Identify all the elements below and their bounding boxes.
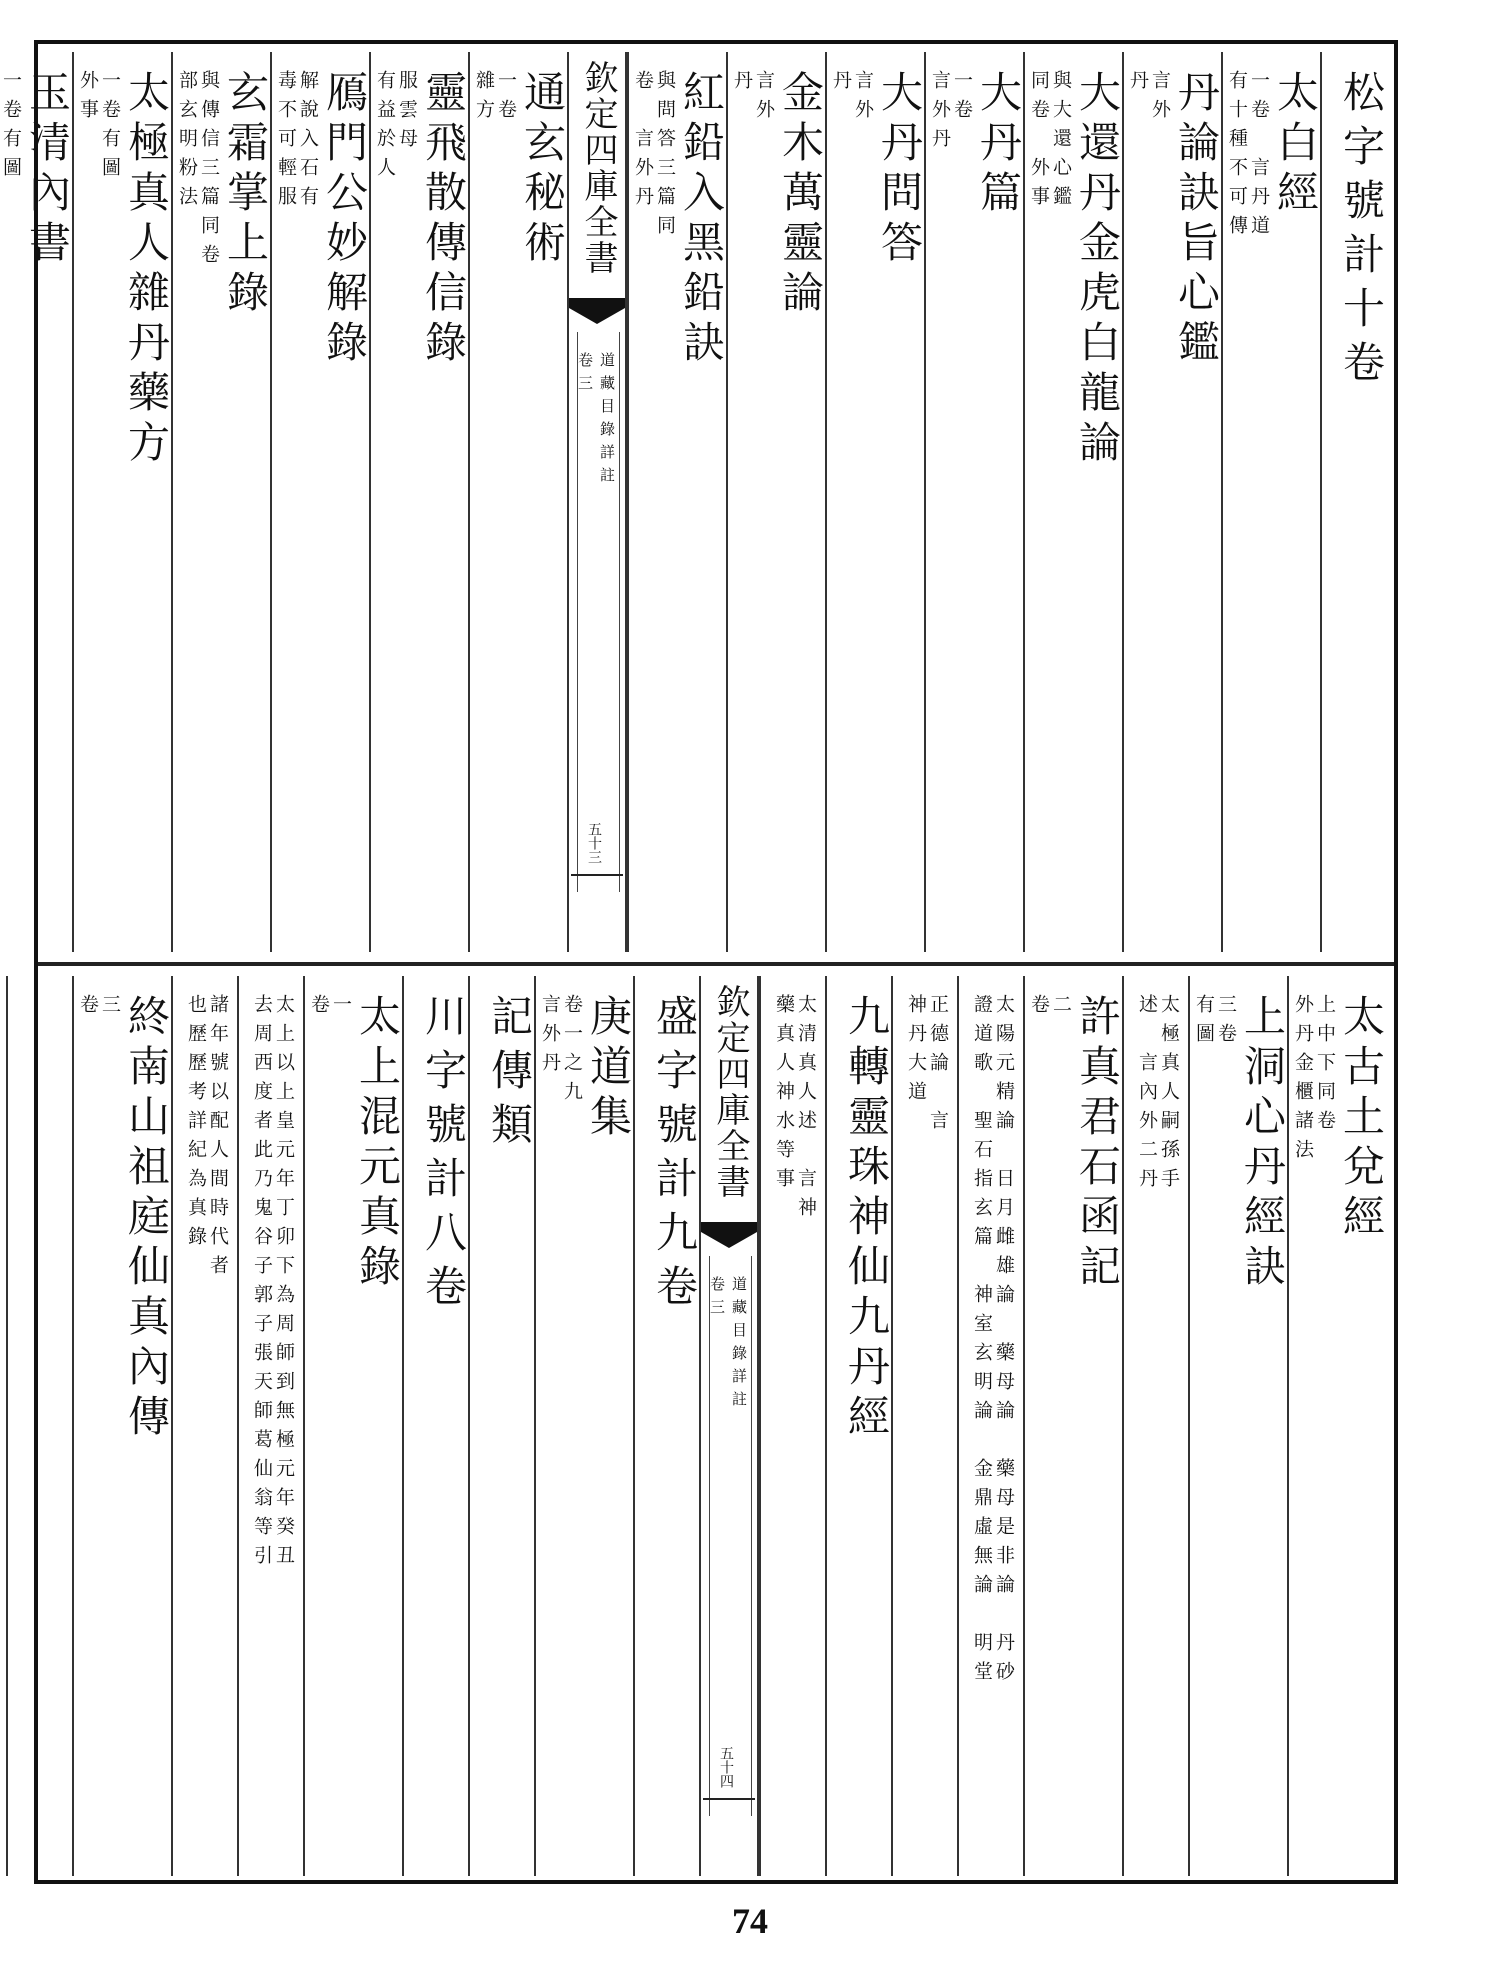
annotation-line: 一卷 bbox=[951, 70, 973, 128]
annotation-line: 證道歌 聖石指玄篇 神室玄明論 金鼎虛無論 明堂 bbox=[971, 994, 993, 1690]
annotation-line: 外丹金櫃諸法 bbox=[1292, 994, 1314, 1168]
catalog-entry-column bbox=[1122, 52, 1221, 952]
spine-column bbox=[699, 976, 759, 1876]
annotation-line: 丹 bbox=[830, 70, 852, 99]
entry-annotation bbox=[474, 70, 515, 952]
entry-annotation bbox=[186, 994, 227, 1876]
spine-volume: 卷三 bbox=[576, 352, 594, 398]
catalog-entry-column bbox=[1122, 976, 1188, 1876]
catalog-entry-column bbox=[759, 976, 825, 1876]
annotation-line: 一 bbox=[330, 994, 352, 1023]
entry-annotation bbox=[540, 994, 581, 1876]
upper-register bbox=[0, 52, 1386, 952]
annotation-line: 言外 bbox=[1149, 70, 1171, 128]
spine-guide-line bbox=[619, 332, 620, 892]
catalog-entry-column bbox=[171, 976, 237, 1876]
annotation-line: 同卷 外事 bbox=[1028, 70, 1050, 215]
entry-annotation bbox=[78, 994, 119, 1876]
entry-annotation bbox=[1029, 994, 1070, 1876]
catalog-entry-column bbox=[468, 52, 567, 952]
spine-volume: 卷三 bbox=[708, 1276, 726, 1322]
spine-title: 欽定四庫全書 bbox=[578, 60, 618, 276]
annotation-line: 與問答三篇同 bbox=[654, 70, 676, 244]
annotation-line: 二 bbox=[1050, 994, 1072, 1023]
catalog-entry-column bbox=[825, 52, 924, 952]
annotation-line: 卷 bbox=[77, 994, 99, 1023]
page-number: 74 bbox=[732, 1901, 768, 1941]
annotation-line: 有圖 bbox=[1193, 994, 1215, 1052]
entry-title: 玉清內書 bbox=[23, 70, 72, 270]
section-heading-column bbox=[468, 976, 534, 1876]
catalog-entry-column bbox=[891, 976, 957, 1876]
annotation-line: 太清真人述 言神 bbox=[795, 994, 817, 1226]
catalog-entry-column bbox=[1023, 52, 1122, 952]
annotation-line: 上中下同卷 bbox=[1314, 994, 1336, 1139]
catalog-entry-column bbox=[303, 976, 402, 1876]
section-heading: 川字號計八卷 bbox=[419, 994, 468, 1318]
entry-title: 太古土兌經 bbox=[1337, 994, 1386, 1244]
entry-title: 太極真人雜丹藥方 bbox=[122, 70, 171, 470]
annotation-line: 毒不可輕服 bbox=[275, 70, 297, 215]
entry-annotation bbox=[1227, 70, 1268, 952]
catalog-entry-column bbox=[72, 52, 171, 952]
annotation-line: 丹 bbox=[1127, 70, 1149, 99]
annotation-line: 有十種不可傳 bbox=[1226, 70, 1248, 244]
spine-title: 欽定四庫全書 bbox=[710, 984, 750, 1200]
annotation-line: 言外 bbox=[852, 70, 874, 128]
catalog-entry-column bbox=[237, 976, 303, 1876]
spine-page-number: 五十四 bbox=[718, 1746, 734, 1788]
entry-annotation bbox=[177, 70, 218, 952]
entry-annotation bbox=[1194, 994, 1235, 1876]
entry-annotation bbox=[930, 70, 971, 952]
annotation-line: 太陽元精論 日月雌雄論 藥母論 藥母是非論 丹砂 bbox=[993, 994, 1015, 1690]
entry-annotation bbox=[906, 994, 947, 1876]
annotation-line: 一卷有圖 bbox=[99, 70, 121, 186]
annotation-line: 卷 言外丹 bbox=[632, 70, 654, 215]
annotation-line: 部玄明粉法 bbox=[176, 70, 198, 215]
entry-title: 太白經 bbox=[1271, 70, 1320, 220]
annotation-line: 卷 bbox=[308, 994, 330, 1023]
entry-annotation bbox=[633, 70, 674, 952]
entry-annotation bbox=[732, 70, 773, 952]
entry-title: 金木萬靈論 bbox=[776, 70, 825, 320]
catalog-entry-column bbox=[1221, 52, 1320, 952]
entry-title: 鴈門公妙解錄 bbox=[320, 70, 369, 370]
entry-annotation bbox=[276, 70, 317, 952]
entry-title: 太上混元真錄 bbox=[353, 994, 402, 1294]
section-heading-column bbox=[402, 976, 468, 1876]
annotation-line: 有益於人 bbox=[374, 70, 396, 186]
spine-page-number: 五十三 bbox=[586, 822, 602, 864]
annotation-line: 與大還心鑑 bbox=[1050, 70, 1072, 215]
entry-title: 通玄秘術 bbox=[518, 70, 567, 270]
entry-annotation bbox=[1029, 70, 1070, 952]
spine-guide-line bbox=[751, 1256, 752, 1816]
annotation-line: 雜方 bbox=[473, 70, 495, 128]
entry-annotation bbox=[0, 70, 20, 952]
annotation-line: 也歷歷考詳紀為真錄 bbox=[185, 994, 207, 1255]
spine-subtitle: 道藏目錄詳註 bbox=[730, 1276, 748, 1414]
annotation-line: 一卷 言丹道 bbox=[1248, 70, 1270, 244]
catalog-entry-column bbox=[825, 976, 891, 1876]
annotation-line: 卷一之九 bbox=[561, 994, 583, 1110]
entry-annotation bbox=[831, 70, 872, 952]
entry-annotation bbox=[1128, 70, 1169, 952]
spine-guide-line bbox=[577, 332, 578, 892]
annotation-line: 卷 bbox=[1028, 994, 1050, 1023]
entry-annotation bbox=[375, 70, 416, 952]
catalog-entry-column bbox=[1287, 976, 1386, 1876]
catalog-entry-column bbox=[534, 976, 633, 1876]
entry-title: 許真君石函記 bbox=[1073, 994, 1122, 1294]
annotation-line: 與傳信三篇同卷 bbox=[198, 70, 220, 273]
annotation-line: 述 言內外二丹 bbox=[1136, 994, 1158, 1197]
section-heading-column bbox=[1320, 52, 1386, 952]
entry-title: 紅鉛入黑鉛訣 bbox=[677, 70, 726, 370]
catalog-entry-column bbox=[1023, 976, 1122, 1876]
entry-title: 玄霜掌上錄 bbox=[221, 70, 270, 320]
entry-title: 大丹篇 bbox=[974, 70, 1023, 220]
annotation-line: 外事 bbox=[77, 70, 99, 128]
spine-column bbox=[567, 52, 627, 952]
spine-guide-line bbox=[709, 1256, 710, 1816]
entry-annotation bbox=[309, 994, 350, 1876]
annotation-line: 解說入石有 bbox=[297, 70, 319, 215]
catalog-entry-column bbox=[627, 52, 726, 952]
annotation-line: 言外丹 bbox=[539, 994, 561, 1081]
annotation-line: 一卷有圖 bbox=[0, 70, 22, 186]
section-heading: 松字號計十卷 bbox=[1337, 70, 1386, 394]
catalog-entry-column bbox=[957, 976, 1023, 1876]
fishtail-mark bbox=[569, 298, 625, 328]
annotation-line: 神丹大道 bbox=[905, 994, 927, 1110]
fishtail-mark bbox=[701, 1222, 757, 1252]
catalog-entry-column bbox=[0, 52, 72, 952]
spine-subtitle: 道藏目錄詳註 bbox=[598, 352, 616, 490]
entry-annotation bbox=[774, 994, 815, 1876]
catalog-entry-column bbox=[924, 52, 1023, 952]
middle-divider bbox=[38, 962, 1394, 966]
section-heading-column bbox=[633, 976, 699, 1876]
section-heading: 記傳類 bbox=[485, 994, 534, 1156]
catalog-entry-column bbox=[171, 52, 270, 952]
annotation-line: 去周西度者此乃鬼谷子郭子張天師葛仙翁等引 bbox=[251, 994, 273, 1574]
annotation-line: 言外 bbox=[753, 70, 775, 128]
entry-title: 丹論訣旨心鑑 bbox=[1172, 70, 1221, 370]
annotation-line: 一卷 bbox=[495, 70, 517, 128]
annotation-line: 三卷 bbox=[1215, 994, 1237, 1052]
entry-annotation bbox=[78, 70, 119, 952]
entry-title: 大還丹金虎白龍論 bbox=[1073, 70, 1122, 470]
annotation-line: 丹 bbox=[731, 70, 753, 99]
annotation-line: 三 bbox=[99, 994, 121, 1023]
annotation-line: 太極真人嗣孫手 bbox=[1158, 994, 1180, 1197]
catalog-entry-column bbox=[6, 976, 72, 1876]
entry-title: 上洞心丹經訣 bbox=[1238, 994, 1287, 1294]
annotation-line: 太上以上皇元年丁卯下為周師到無極元年癸丑 bbox=[273, 994, 295, 1574]
annotation-line: 服雲母 bbox=[396, 70, 418, 157]
section-heading: 盛字號計九卷 bbox=[650, 994, 699, 1318]
catalog-entry-column bbox=[726, 52, 825, 952]
entry-title: 終南山祖庭仙真內傳 bbox=[122, 994, 171, 1444]
catalog-entry-column bbox=[1188, 976, 1287, 1876]
spine-rule bbox=[571, 874, 623, 876]
entry-annotation bbox=[1293, 994, 1334, 1876]
entry-annotation bbox=[252, 994, 293, 1876]
entry-annotation bbox=[972, 994, 1013, 1876]
spine-rule bbox=[703, 1798, 755, 1800]
lower-register bbox=[46, 976, 1386, 1876]
entry-annotation bbox=[1137, 994, 1178, 1876]
catalog-entry-column bbox=[72, 976, 171, 1876]
annotation-line: 藥真人神水等事 bbox=[773, 994, 795, 1197]
annotation-line: 諸年號以配人間時代者 bbox=[207, 994, 229, 1284]
annotation-line: 言外丹 bbox=[929, 70, 951, 157]
entry-title: 九轉靈珠神仙九丹經 bbox=[842, 994, 891, 1444]
entry-title: 靈飛散傳信錄 bbox=[419, 70, 468, 370]
entry-title: 大丹問答 bbox=[875, 70, 924, 270]
entry-title: 庚道集 bbox=[584, 994, 633, 1144]
annotation-line: 正德論 言 bbox=[927, 994, 949, 1139]
catalog-entry-column bbox=[369, 52, 468, 952]
catalog-entry-column bbox=[270, 52, 369, 952]
